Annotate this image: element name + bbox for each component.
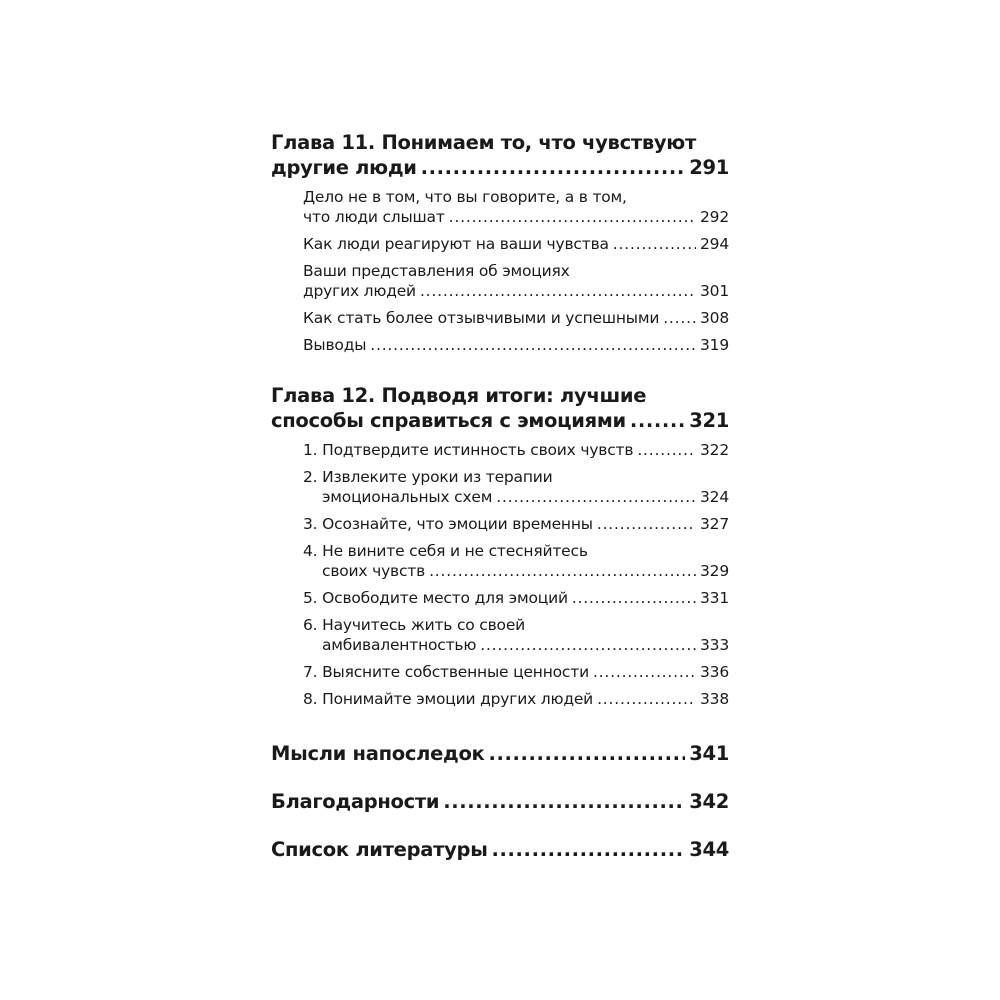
subentry-page: 292: [700, 208, 729, 226]
toc-subentry[interactable]: [271, 467, 729, 507]
subentry-line1: 6. Научитесь жить со своей: [303, 616, 526, 634]
chapter-12-title-line2: способы справиться с эмоциями: [271, 409, 626, 432]
subentry-page: 301: [700, 282, 729, 300]
chapter-11-entry[interactable]: [271, 155, 729, 180]
dot-leader: [492, 837, 686, 862]
subentry-title: Как стать более отзывчивыми и успешными: [303, 309, 660, 327]
subentry-title: 8. Понимайте эмоции других людей: [303, 690, 594, 708]
afterword-entry[interactable]: [271, 741, 729, 766]
subentry-page: 322: [700, 441, 729, 459]
chapter-12-page: 321: [689, 409, 729, 432]
dot-leader: [663, 308, 696, 328]
dot-leader: [449, 207, 696, 227]
dot-leader: [443, 789, 685, 814]
dot-leader: [637, 440, 696, 460]
subentry-page: 324: [700, 488, 729, 506]
afterword-page: 341: [689, 742, 729, 765]
acknowledgements-page: 342: [689, 790, 729, 813]
chapter-11-section: [271, 130, 729, 355]
subentry-line1: Ваши представления об эмоциях: [303, 262, 570, 280]
dot-leader: [420, 281, 696, 301]
dot-leader: [421, 155, 686, 180]
subentry-line2: амбивалентностью: [322, 636, 477, 654]
subentry-title: Выводы: [303, 336, 367, 354]
bibliography-page: 344: [689, 838, 729, 861]
dot-leader: [572, 588, 696, 608]
table-of-contents: [271, 130, 729, 862]
subentry-page: 329: [700, 562, 729, 580]
subentry-page: 336: [700, 663, 729, 681]
subentry-title: 5. Освободите место для эмоций: [303, 589, 568, 607]
dot-leader: [630, 408, 685, 433]
toc-subentry[interactable]: [271, 440, 729, 460]
bibliography-title: Список литературы: [271, 838, 488, 861]
subentry-page: 294: [700, 235, 729, 253]
toc-subentry[interactable]: [271, 662, 729, 682]
toc-subentry[interactable]: [271, 234, 729, 254]
dot-leader: [488, 741, 685, 766]
subentry-line2: эмоциональных схем: [322, 488, 493, 506]
chapter-12-title-line1: Глава 12. Подводя итоги: лучшие: [271, 384, 647, 407]
dot-leader: [480, 635, 696, 655]
toc-subentry[interactable]: [271, 615, 729, 655]
subentry-line2: что люди слышат: [303, 208, 445, 226]
subentry-page: 338: [700, 690, 729, 708]
toc-subentry[interactable]: [271, 187, 729, 227]
subentry-line1: 2. Извлеките уроки из терапии: [303, 468, 553, 486]
toc-subentry[interactable]: [271, 261, 729, 301]
dot-leader: [597, 514, 696, 534]
toc-subentry[interactable]: [271, 335, 729, 355]
dot-leader: [597, 689, 696, 709]
toc-subentry[interactable]: [271, 541, 729, 581]
chapter-11-title-line1: Глава 11. Понимаем то, что чувствуют: [271, 131, 696, 154]
subentry-line1: 4. Не вините себя и не стесняйтесь: [303, 542, 588, 560]
toc-subentry[interactable]: [271, 689, 729, 709]
dot-leader: [613, 234, 696, 254]
dot-leader: [370, 335, 696, 355]
chapter-11-page: 291: [689, 156, 729, 179]
subentry-title: 1. Подтвердите истинность своих чувств: [303, 441, 634, 459]
subentry-page: 319: [700, 336, 729, 354]
bibliography-entry[interactable]: [271, 837, 729, 862]
subentry-page: 308: [700, 309, 729, 327]
subentry-title: Как люди реагируют на ваши чувства: [303, 235, 609, 253]
subentry-line1: Дело не в том, что вы говорите, а в том,: [303, 188, 627, 206]
chapter-12-section: [271, 383, 729, 709]
subentry-title: 3. Осознайте, что эмоции временны: [303, 515, 593, 533]
chapter-11-title-line2: другие люди: [271, 156, 417, 179]
subentry-page: 333: [700, 636, 729, 654]
toc-subentry[interactable]: [271, 588, 729, 608]
acknowledgements-title: Благодарности: [271, 790, 440, 813]
dot-leader: [496, 487, 696, 507]
afterword-title: Мысли напоследок: [271, 742, 485, 765]
subentry-line2: других людей: [303, 282, 416, 300]
acknowledgements-entry[interactable]: [271, 789, 729, 814]
subentry-line2: своих чувств: [322, 562, 426, 580]
subentry-page: 331: [700, 589, 729, 607]
dot-leader: [429, 561, 696, 581]
subentry-title: 7. Выясните собственные ценности: [303, 663, 589, 681]
dot-leader: [593, 662, 696, 682]
toc-subentry[interactable]: [271, 514, 729, 534]
chapter-12-entry[interactable]: [271, 408, 729, 433]
subentry-page: 327: [700, 515, 729, 533]
toc-subentry[interactable]: [271, 308, 729, 328]
